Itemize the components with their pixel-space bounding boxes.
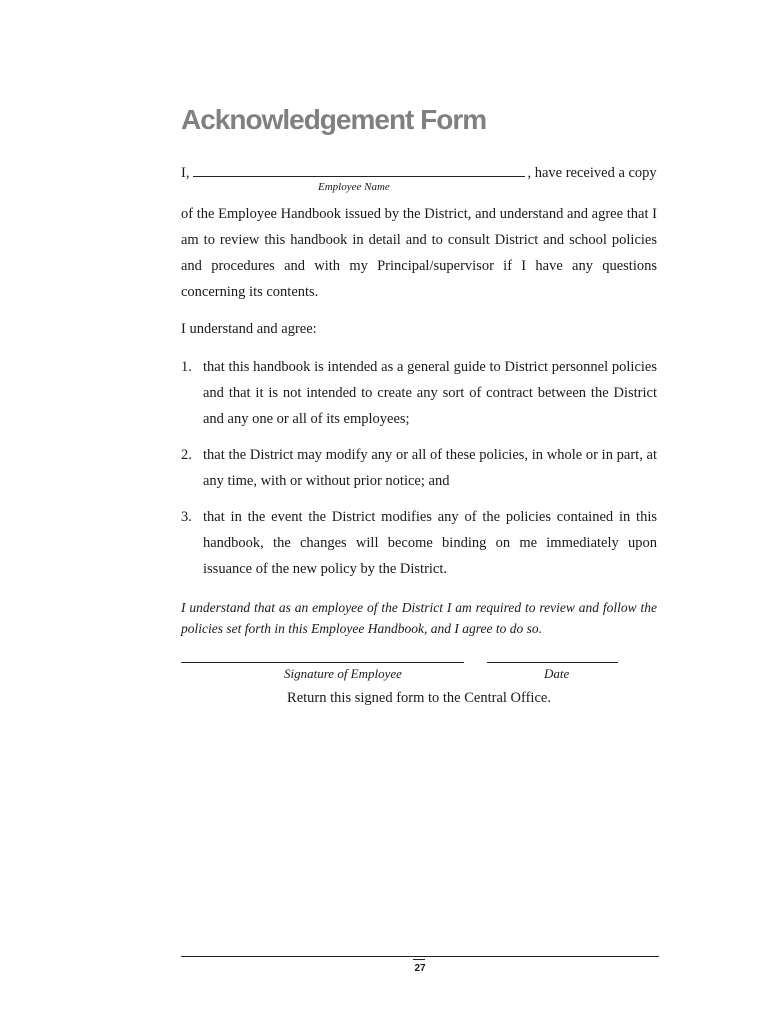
list-item-text: that the District may modify any or all of these policies, in whole or in part, at any time, with or without prior notice; and — [203, 447, 657, 489]
intro-prefix: I, — [181, 165, 190, 181]
list-item-number: 1. — [181, 359, 192, 375]
form-title: Acknowledgement Form — [181, 104, 487, 135]
agreement-list — [181, 354, 657, 592]
page-number: 27 — [414, 963, 426, 974]
agree-heading: I understand and agree: — [181, 321, 317, 337]
list-item — [181, 442, 657, 494]
signature-blank[interactable] — [181, 662, 464, 663]
date-blank[interactable] — [487, 662, 618, 663]
employee-name-caption: Employee Name — [318, 181, 390, 193]
list-item — [181, 504, 657, 582]
intro-suffix: , have received a copy — [527, 165, 657, 181]
footer-tick — [413, 959, 425, 960]
acknowledgement-paragraph: of the Employee Handbook issued by the District, and understand and agree that I am to review this handbook in detail and to consult District and school policies and procedures and with my Principal/supervisor if I have any questions concerning its contents. — [181, 206, 657, 300]
date-caption: Date — [544, 666, 570, 681]
list-item-number: 2. — [181, 447, 192, 463]
footer-rule — [181, 956, 659, 957]
return-note: Return this signed form to the Central Office. — [287, 690, 551, 706]
list-item-text: that in the event the District modifies any of the policies contained in this handbook, the changes will become binding on me immediately upon issuance of the new policy by the District. — [203, 509, 657, 577]
signature-caption: Signature of Employee — [284, 666, 402, 681]
intro-line — [181, 162, 657, 182]
employee-name-blank[interactable] — [193, 162, 525, 177]
employee-statement: I understand that as an employee of the District I am required to review and follow the policies set forth in this Employee Handbook, and I agree to do so. — [181, 600, 657, 636]
list-item-number: 3. — [181, 509, 192, 525]
list-item-text: that this handbook is intended as a general guide to District personnel policies and that it is not intended to create any sort of contract between the District and any one or all of its employees; — [203, 359, 657, 427]
list-item — [181, 354, 657, 432]
